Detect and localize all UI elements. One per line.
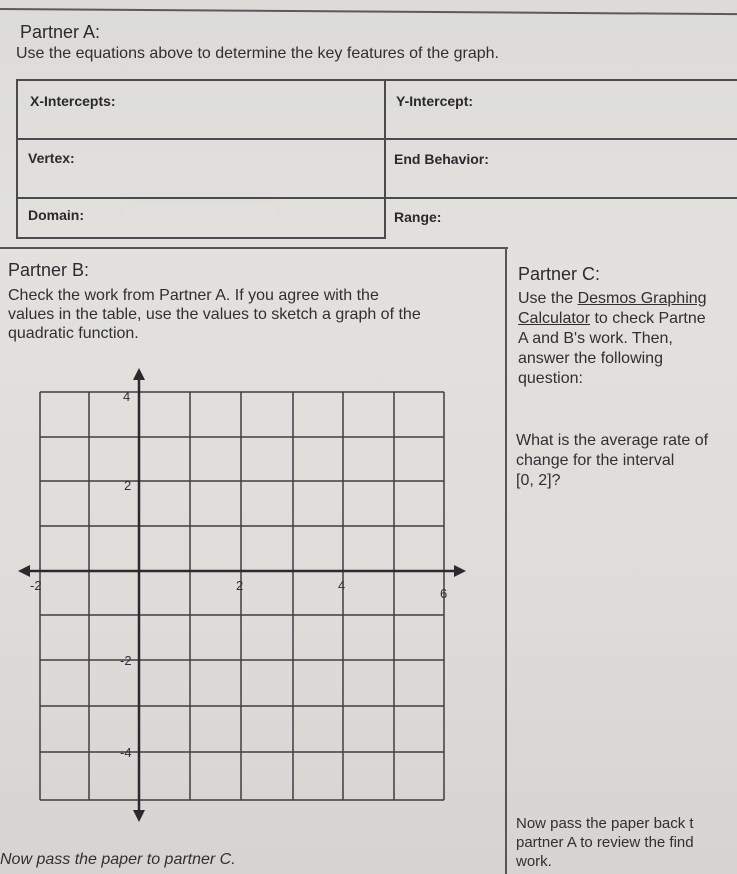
end-behavior-label: End Behavior: — [394, 151, 489, 167]
y-tick-label: -4 — [120, 745, 132, 760]
partner-c-line-2-suffix: to check Partne — [590, 310, 706, 327]
domain-label: Domain: — [28, 207, 84, 223]
y-tick-label: 2 — [124, 478, 132, 493]
x-tick-label: 2 — [236, 578, 244, 593]
partner-c-line-5: question: — [518, 370, 583, 387]
partner-b-line-2: values in the table, use the values to sketch a graph of the — [8, 306, 421, 323]
partner-c-line-2 — [518, 309, 706, 328]
x-tick-label: 6 — [440, 586, 448, 601]
partner-c-line-4: answer the following — [518, 350, 663, 367]
calculator-link[interactable]: Calculator — [518, 310, 591, 327]
partner-c-line-1 — [518, 289, 707, 308]
partner-c-line-3: A and B's work. Then, — [518, 330, 673, 347]
y-intercept-label: Y-Intercept: — [396, 93, 474, 109]
question-line-2: change for the interval — [516, 452, 675, 469]
partner-c-footer-3: work. — [516, 853, 552, 870]
x-tick-label: -2 — [30, 578, 42, 593]
partner-a-instruction: Use the equations above to determine the key features of the graph. — [16, 45, 499, 62]
question-line-1: What is the average rate of — [516, 432, 709, 449]
partner-b-title: Partner B: — [8, 260, 90, 280]
x-intercepts-label: X-Intercepts: — [30, 93, 116, 109]
desmos-link[interactable]: Desmos Graphing — [577, 290, 707, 307]
y-tick-label: 4 — [123, 389, 131, 404]
y-tick-label: -2 — [120, 653, 132, 668]
vertex-label: Vertex: — [28, 150, 75, 166]
partner-c-footer-1: Now pass the paper back t — [516, 815, 694, 832]
partner-c-footer-2: partner A to review the find — [516, 834, 694, 851]
partner-b-line-1: Check the work from Partner A. If you agree with the — [8, 287, 379, 304]
section-divider-vertical — [505, 247, 507, 874]
range-label: Range: — [394, 209, 442, 225]
x-tick-label: 4 — [338, 578, 346, 593]
partner-a-title: Partner A: — [20, 22, 101, 42]
partner-c-title: Partner C: — [518, 264, 601, 284]
partner-b-footer: Now pass the paper to partner C. — [0, 851, 236, 868]
question-line-3: [0, 2]? — [516, 472, 561, 489]
partner-b-line-3: quadratic function. — [8, 325, 139, 342]
partner-c-line-1-prefix: Use the — [518, 290, 578, 307]
